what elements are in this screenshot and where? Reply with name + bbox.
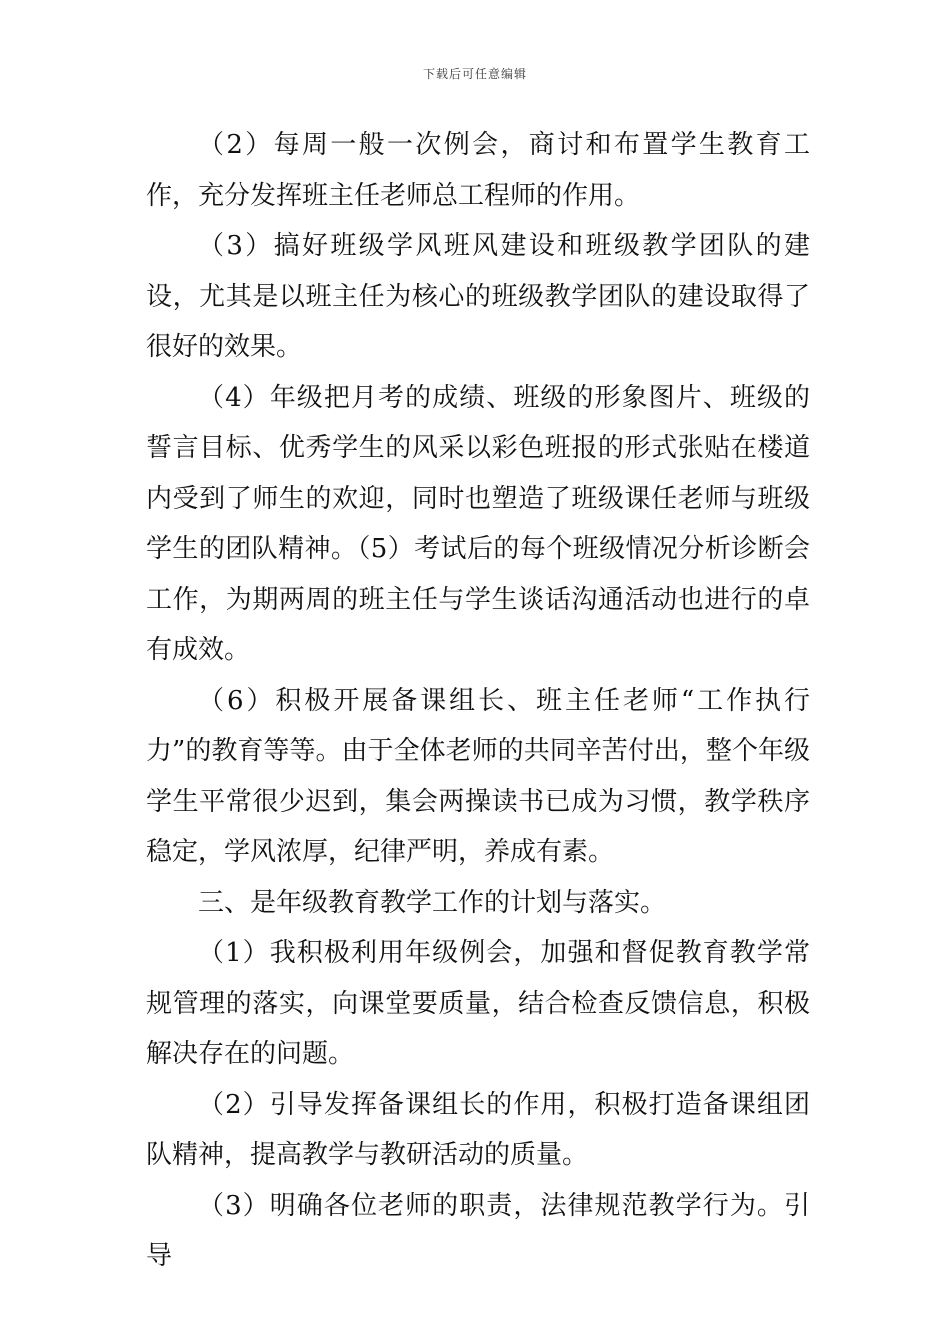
paragraph-1-routine-management: （1）我积极利用年级例会，加强和督促教育教学常规管理的落实，向课堂要质量，结合检查反馈信息，积极解决存在的问题。 bbox=[146, 938, 810, 1069]
paragraph-3-class-style: （3）搞好班级学风班风建设和班级教学团队的建设，尤其是以班主任为核心的班级教学团队的建设取得了很好的效果。 bbox=[146, 231, 810, 362]
paragraph-2-weekly-meeting: （2）每周一般一次例会，商讨和布置学生教育工作，充分发挥班主任老师总工程师的作用。 bbox=[146, 130, 810, 211]
section-heading-three: 三、是年级教育教学工作的计划与落实。 bbox=[198, 887, 667, 918]
paragraph-2-lesson-group: （2）引导发挥备课组长的作用，积极打造备课组团队精神，提高教学与教研活动的质量。 bbox=[146, 1089, 810, 1170]
paragraph-6-execution: （6）积极开展备课组长、班主任老师“工作执行力”的教育等等。由于全体老师的共同辛苦付出，整个年级学生平常很少迟到，集会两操读书已成为习惯，教学秩序稳定，学风浓厚，纪律严明，养成有素。 bbox=[146, 685, 810, 867]
paragraph-3-responsibilities: （3）明确各位老师的职责，法律规范教学行为。引导 bbox=[146, 1190, 810, 1271]
page-header: 下载后可任意编辑 bbox=[422, 67, 527, 81]
paragraph-4-monthly-exam: （4）年级把月考的成绩、班级的形象图片、班级的誓言目标、优秀学生的风采以彩色班报的形式张贴在楼道内受到了师生的欢迎，同时也塑造了班级课任老师与班级学生的团队精神。（5）考试后的每个班级情况分析诊断会工作，为期两周的班主任与学生谈话沟通活动也进行的卓有成效。 bbox=[146, 382, 810, 665]
document-body bbox=[146, 120, 810, 1282]
